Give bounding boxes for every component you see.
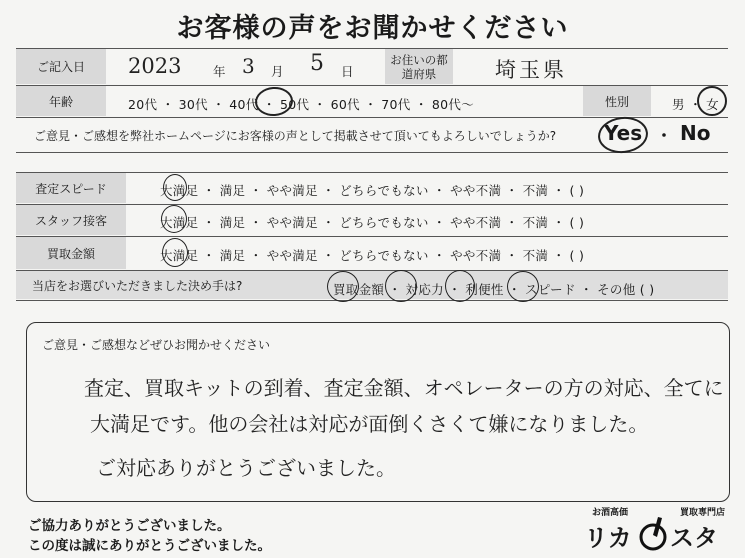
gender-selection-circle	[697, 86, 727, 116]
footer-thanks-2: この度は誠にありがとうございました。	[28, 538, 271, 554]
reason-circle-service	[385, 270, 417, 302]
rating-circle-speed	[163, 174, 187, 201]
logo-name-left: リカ	[584, 524, 632, 552]
comment-line-2: 大満足です。他の会社は対応が面倒くさくて嫌になりました。	[90, 412, 649, 436]
permission-separator: ・	[656, 126, 673, 145]
row-divider	[16, 48, 728, 49]
year-unit: 年	[213, 64, 226, 79]
age-options: 20代 ・ 30代 ・ 40代 ・ 50代 ・ 60代 ・ 70代 ・ 80代〜	[128, 97, 475, 112]
shop-logo	[580, 505, 730, 555]
permission-yes: Yes	[604, 121, 643, 145]
rating-scale-staff: 大満足 ・ 満足 ・ やや満足 ・ どちらでもない ・ やや不満 ・ 不満 ・ ( )	[160, 215, 585, 230]
bottle-icon	[638, 513, 668, 553]
permission-question: ご意見・ご感想を弊社ホームページにお客様の声として掲載させて頂いてもよろしいでしょうか?	[34, 129, 557, 143]
footer-thanks-1: ご協力ありがとうございました。	[28, 518, 231, 534]
gender-options: 男 ・ 女	[672, 97, 719, 112]
reason-circle-convenience	[445, 270, 475, 302]
page-title: お客様の声をお聞かせください	[176, 13, 569, 44]
rating-circle-price	[162, 238, 188, 267]
date-month: 3	[242, 54, 255, 78]
reason-circle-price	[327, 271, 359, 302]
row-divider	[16, 300, 728, 301]
date-year: 2023	[128, 54, 182, 78]
reason-options: 買取金額 ・ 対応力 ・ 利便性 ・ スピード ・ その他 ( )	[333, 282, 655, 297]
reason-circle-speed	[507, 271, 539, 302]
residence-label: お住いの都道府県	[385, 49, 453, 84]
rating-scale-speed: 大満足 ・ 満足 ・ やや満足 ・ どちらでもない ・ やや不満 ・ 不満 ・ ( )	[160, 183, 585, 198]
logo-tag-right: 買取専門店	[680, 508, 726, 518]
month-unit: 月	[271, 64, 284, 79]
comment-line-1: 査定、買取キットの到着、査定金額、オペレーターの方の対応、全てに	[84, 376, 724, 400]
comment-line-3: ご対応ありがとうございました。	[96, 456, 396, 480]
residence-value: 埼玉県	[495, 58, 567, 82]
date-label: ご記入日	[16, 49, 106, 84]
rating-circle-staff	[161, 205, 187, 233]
logo-name-right: スタ	[670, 524, 718, 552]
rating-label-staff: スタッフ接客	[16, 205, 126, 235]
day-unit: 日	[341, 64, 354, 79]
gender-label: 性別	[583, 86, 651, 116]
rating-scale-price: 大満足 ・ 満足 ・ やや満足 ・ どちらでもない ・ やや不満 ・ 不満 ・ ( )	[160, 248, 585, 263]
date-day: 5	[310, 51, 324, 76]
comment-label: ご意見・ご感想などぜひお聞かせください	[42, 338, 271, 352]
age-label: 年齢	[16, 86, 106, 116]
rating-label-price: 買取金額	[16, 237, 126, 269]
reason-question: 当店をお選びいただきました決め手は?	[32, 278, 243, 293]
logo-tag-left: お酒高価	[592, 508, 629, 518]
rating-label-speed: 査定スピード	[16, 173, 126, 203]
permission-no: No	[680, 121, 711, 145]
